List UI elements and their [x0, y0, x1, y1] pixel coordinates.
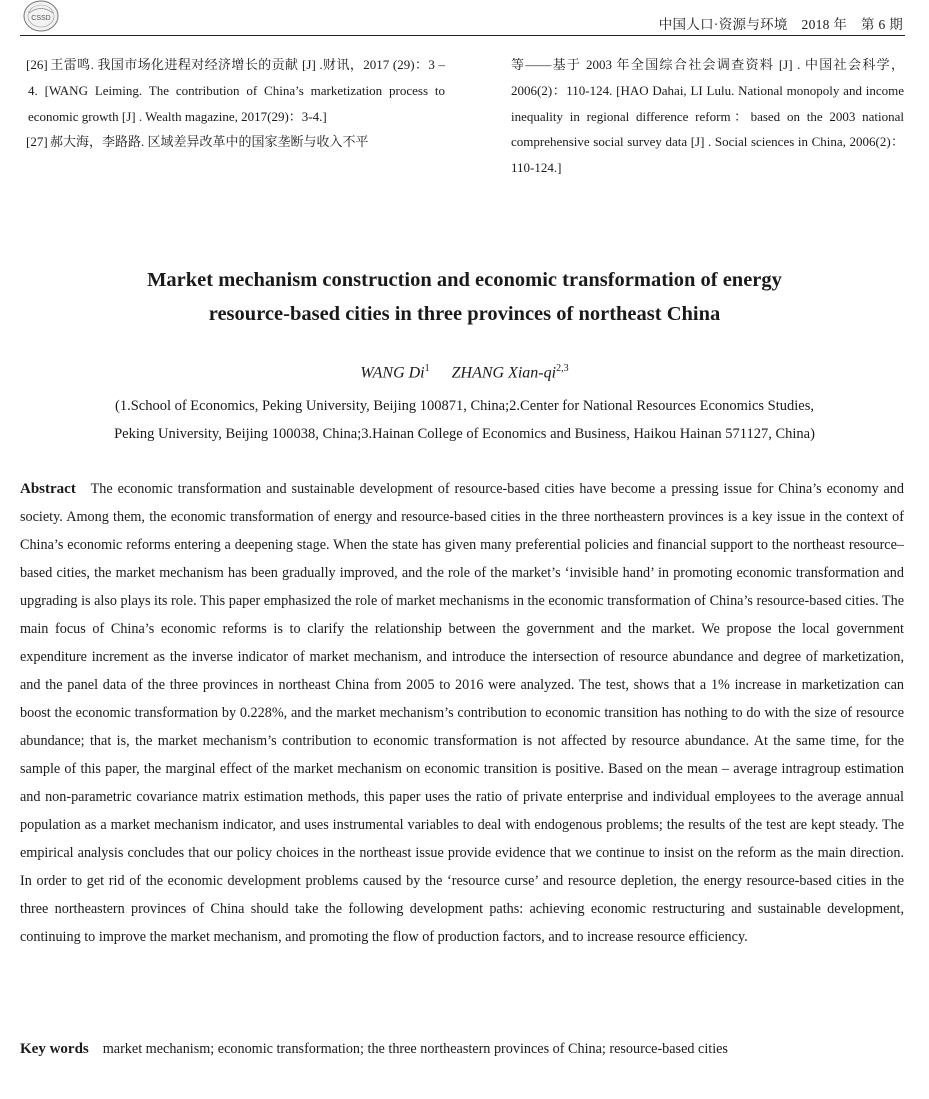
article-title	[0, 263, 929, 331]
author-affiliation-mark: 2,3	[556, 363, 569, 374]
svg-text:CSSD: CSSD	[31, 15, 51, 22]
author-name: ZHANG Xian-qi	[451, 364, 557, 382]
running-header: 中国人口·资源与环境 2018 年 第 6 期	[658, 17, 903, 32]
reference-number: [26]	[26, 57, 48, 72]
abstract-text: The economic transformation and sustainable development of resource-based cities have become a pressing issue for China’s economy and society. Among them, the economic transformation of energy and resource-based cities in the three northeastern provinces is a key issue in the context of China’s economic reforms entering a deepening stage. When the state has given many preferential policies and financial support to the northeast resource–based cities, the market mechanism has been gradually improved, and the role of the market’s ‘invisible hand’ in promoting economic transformation and upgrading is also plays its role. This paper emphasized the role of market mechanisms in the economic transformation of China’s resource-based cities. The main focus of China’s economic reforms is to clarify the relationship between the government and the market. We propose the local government expenditure increment as the inverse indicator of market mechanism, and introduce the intersection of resource abundance and degree of marketization, and the panel data of the three provinces in northeast China from 2005 to 2016 were analyzed. The test, shows that a 1% increase in marketization can boost the economic transformation by 0.228%, and the market mechanism’s contribution to economic transition has nothing to do with the size of resource abundance; that is, the market mechanism’s contribution to economic transformation is not affected by resource abundance. At the same time, for the sample of this paper, the marginal effect of the market mechanism on economic transition is positive. Based on the mean – average intragroup estimation and non-parametric covariance matrix estimation methods, this paper uses the ratio of private enterprise and individual employees to the average annual population as a market mechanism indicator, and uses instrumental variables to deal with endogenous problems; the results of the test are kept steady. The empirical analysis concludes that our policy choices in the northeast issue provide evidence that we continue to insist on the reform as the main direction. In order to get rid of the economic development problems caused by the ‘resource curse’ and resource depletion, the energy resource-based cities in the three northeastern provinces of China should take the following development paths: achieving economic restructuring and sustainable development, continuing to improve the market mechanism, and promoting the flow of production factors, and to increase resource efficiency.	[20, 481, 904, 945]
references-left-column	[28, 52, 445, 155]
keywords	[20, 1035, 904, 1063]
reference-27	[28, 129, 445, 155]
header-rule	[20, 35, 905, 36]
abstract-label: Abstract	[20, 481, 76, 497]
affiliation-line: (1.School of Economics, Peking University, Beijing 100871, China;2.Center for National Resources Economics Studies,	[115, 398, 814, 414]
abstract	[20, 475, 904, 951]
references-right-column	[511, 52, 904, 181]
journal-logo-icon	[22, 0, 60, 32]
author-affiliation-mark: 1	[424, 363, 430, 374]
reference-text: 王雷鸣. 我国市场化进程对经济增长的贡献 [J] .财讯，2017 (29)：3 – 4. [WANG Leiming. The contribution of China’s marketization process to economic growth [J] . Wealth magazine, 2017(29)：3-4.]	[28, 57, 445, 124]
reference-26	[28, 52, 445, 129]
reference-number: [27]	[26, 134, 48, 150]
author-name: WANG Di	[360, 364, 425, 382]
reference-27-continued: 等——基于 2003 年全国综合社会调查资料 [J] . 中国社会科学，2006(2)：110-124. [HAO Dahai, LI Lulu. National monopoly and income inequality in regional difference reform：based on the 2003 national comprehensive social survey data [J] . Social sciences in China, 2006(2)：110-124.]	[511, 57, 904, 176]
title-line: Market mechanism construction and economic transformation of energy	[147, 269, 782, 291]
affiliation-line: Peking University, Beijing 100038, China;3.Hainan College of Economics and Business, Haikou Hainan 571127, China)	[114, 426, 815, 442]
keywords-label: Key words	[20, 1041, 89, 1057]
affiliations	[0, 392, 929, 448]
title-line: resource-based cities in three provinces of northeast China	[208, 303, 721, 325]
reference-text: 郝大海，李路路. 区域差异改革中的国家垄断与收入不平	[50, 134, 369, 150]
author-list	[0, 363, 929, 382]
keywords-text: market mechanism; economic transformation; the three northeastern provinces of China; resource-based cities	[102, 1041, 728, 1057]
